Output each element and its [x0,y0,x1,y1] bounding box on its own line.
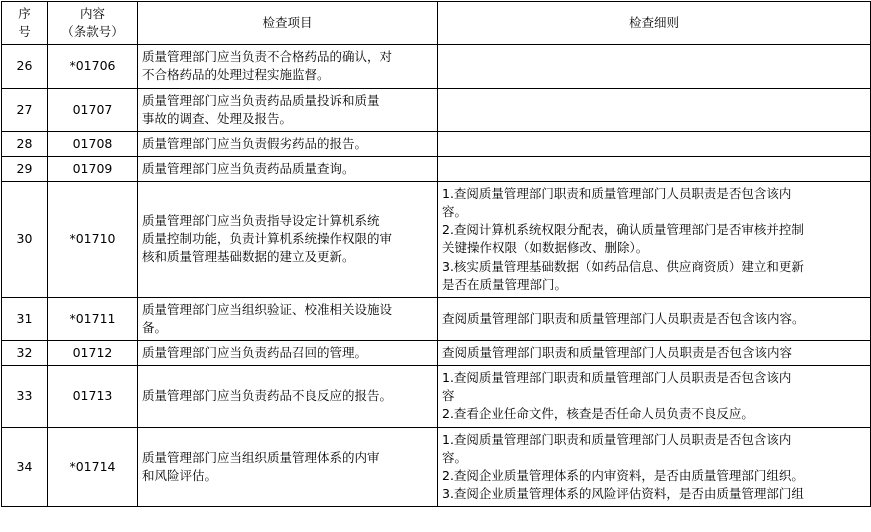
table-header-row [2,2,871,45]
table-row [2,366,871,427]
cell-inspection-detail [438,156,871,181]
cell-clause-number: 01713 [48,366,138,427]
cell-inspection-item [138,297,438,340]
table-row [2,427,871,507]
inspection-item-line: 备。 [142,319,168,335]
cell-clause-number: *01714 [48,427,138,507]
column-header-clause-line1: 内容 [79,6,105,21]
cell-seq: 34 [2,427,48,507]
column-header-clause-line2: （条款号） [61,24,124,40]
cell-inspection-item [138,366,438,427]
cell-clause-number: *01706 [48,45,138,88]
inspection-item-line: 质量管理部门应当负责假劣药品的报告。 [142,135,368,151]
inspection-item-line: 质量管理部门应当组织验证、校准相关设施设 [142,301,393,317]
table-row [2,156,871,181]
cell-seq: 26 [2,45,48,88]
column-header-seq-line1: 序 [18,6,31,21]
cell-inspection-item [138,88,438,131]
cell-clause-number: *01711 [48,297,138,340]
inspection-detail-line: 2.查看企业任命文件，核查是否任命人员负责不良反应。 [442,406,754,422]
cell-inspection-item [138,131,438,156]
inspection-detail-line: 2.查阅计算机系统权限分配表，确认质量管理部门是否审核并控制 [442,222,804,238]
inspection-detail-line: 容。 [442,449,468,465]
cell-seq: 29 [2,156,48,181]
cell-clause-number: 01707 [48,88,138,131]
inspection-item-line: 质量管理部门应当负责不合格药品的确认，对 [142,49,393,65]
inspection-detail-line: 查阅质量管理部门职责和质量管理部门人员职责是否包含该内容 [442,345,793,360]
column-header-seq-line2: 号 [18,24,31,40]
inspection-item-line: 质量控制功能，负责计算机系统操作权限的审 [142,231,393,247]
column-header-seq [2,2,48,45]
inspection-detail-line: 查阅质量管理部门职责和质量管理部门人员职责是否包含该内容。 [442,310,805,326]
column-header-detail: 检查细则 [438,2,871,45]
inspection-item-line: 核和质量管理基础数据的建立及更新。 [142,249,355,265]
cell-inspection-detail [438,341,871,366]
inspection-item-line: 质量管理部门应当负责药品质量查询。 [142,160,355,176]
cell-clause-number: 01709 [48,156,138,181]
cell-inspection-detail [438,427,871,507]
cell-inspection-item [138,45,438,88]
cell-inspection-item [138,341,438,366]
inspection-detail-line: 1.查阅质量管理部门职责和质量管理部门人员职责是否包含该内 [442,431,792,447]
cell-clause-number: 01708 [48,131,138,156]
cell-inspection-detail [438,88,871,131]
cell-inspection-detail [438,45,871,88]
inspection-item-line: 质量管理部门应当负责药品召回的管理。 [142,345,368,360]
table-row [2,297,871,340]
cell-inspection-item [138,182,438,298]
cell-seq: 28 [2,131,48,156]
cell-inspection-detail [438,182,871,298]
cell-seq: 31 [2,297,48,340]
inspection-detail-line: 3.核实质量管理基础数据（如药品信息、供应商资质）建立和更新 [442,258,804,274]
table-row [2,45,871,88]
inspection-detail-line: 关键操作权限（如数据修改、删除）。 [442,240,649,256]
document-page [0,1,871,532]
cell-inspection-detail [438,297,871,340]
cell-seq: 27 [2,88,48,131]
table-header [2,2,871,45]
cell-seq: 32 [2,341,48,366]
inspection-item-line: 质量管理部门应当组织质量管理体系的内审 [142,449,380,465]
cell-seq: 33 [2,366,48,427]
inspection-detail-line: 1.查阅质量管理部门职责和质量管理部门人员职责是否包含该内 [442,186,792,201]
inspection-item-line: 质量管理部门应当负责药品不良反应的报告。 [142,388,393,404]
inspection-item-line: 事故的调查、处理及报告。 [142,110,293,126]
cell-inspection-detail [438,366,871,427]
column-header-item: 检查项目 [138,2,438,45]
table-row [2,341,871,366]
cell-inspection-detail [438,131,871,156]
inspection-detail-line: 2.查阅企业质量管理体系的内审资料，是否由质量管理部门组织。 [442,467,804,483]
cell-clause-number: *01710 [48,182,138,298]
inspection-detail-line: 是否在质量管理部门。 [442,276,568,292]
inspection-items-table [1,1,871,507]
inspection-detail-line: 3.查阅企业质量管理体系的风险评估资料，是否由质量管理部门组 [442,485,804,501]
column-header-clause [48,2,138,45]
inspection-detail-line: 1.查阅质量管理部门职责和质量管理部门人员职责是否包含该内 [442,370,792,386]
table-row [2,131,871,156]
cell-seq: 30 [2,182,48,298]
inspection-item-line: 质量管理部门应当负责药品质量投诉和质量 [142,92,380,108]
inspection-item-line: 不合格药品的处理过程实施监督。 [142,67,330,83]
cell-inspection-item [138,156,438,181]
inspection-detail-line: 容 [442,388,455,404]
cell-clause-number: 01712 [48,341,138,366]
table-row [2,88,871,131]
table-body [2,45,871,507]
inspection-item-line: 质量管理部门应当负责指导设定计算机系统 [142,213,380,229]
table-row [2,182,871,298]
inspection-detail-line: 容。 [442,204,468,220]
inspection-item-line: 和风险评估。 [142,467,218,483]
cell-inspection-item [138,427,438,507]
